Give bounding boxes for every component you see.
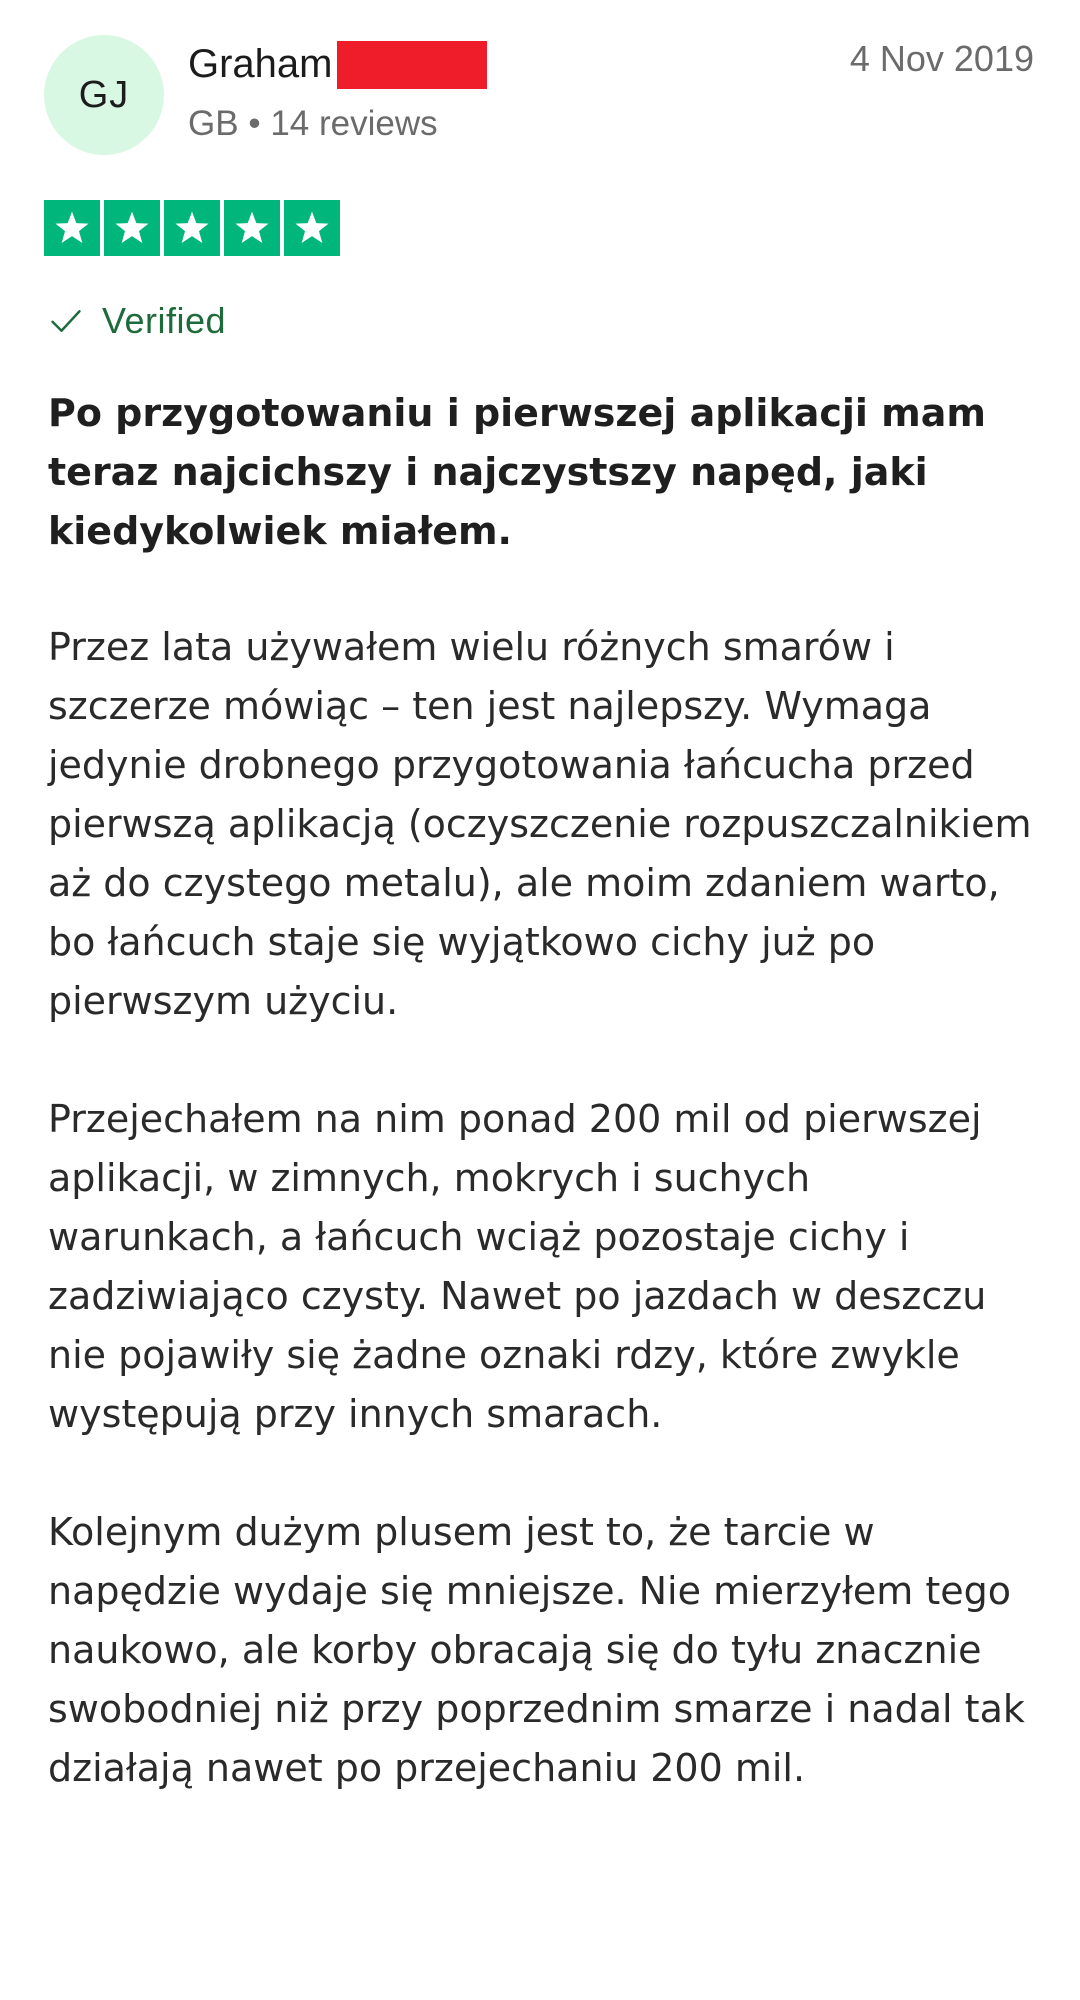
review-body bbox=[48, 618, 1038, 1857]
star-rating bbox=[44, 200, 340, 256]
checkmark-icon bbox=[48, 303, 84, 339]
review-paragraph: Przez lata używałem wielu różnych smarów i szczerze mówiąc – ten jest najlepszy. Wymaga jedynie drobnego przygotowania łańcucha przed pierwszą aplikacją (oczyszczenie rozpuszczalnikiem aż do czystego metalu), ale moim zdaniem warto, bo łańcuch staje się wyjątkowo cichy już po pierwszym użyciu. bbox=[48, 625, 1032, 1023]
author-name-row bbox=[188, 34, 487, 94]
redaction-block bbox=[337, 41, 487, 89]
review-title: Po przygotowaniu i pierwszej aplikacji mam teraz najcichszy i najczystszy napęd, jaki kiedykolwiek miałem. bbox=[48, 391, 987, 553]
author-country: GB bbox=[188, 104, 239, 143]
avatar[interactable] bbox=[44, 35, 164, 155]
avatar-initials: GJ bbox=[78, 73, 130, 116]
star-icon bbox=[172, 208, 212, 248]
star-box bbox=[104, 200, 160, 256]
star-box bbox=[44, 200, 100, 256]
verified-badge[interactable] bbox=[48, 300, 226, 342]
review-date: 4 Nov 2019 bbox=[849, 38, 1034, 79]
author-name[interactable]: Graham bbox=[188, 41, 333, 86]
star-icon bbox=[52, 208, 92, 248]
star-box bbox=[284, 200, 340, 256]
star-box bbox=[164, 200, 220, 256]
star-icon bbox=[112, 208, 152, 248]
star-icon bbox=[232, 208, 272, 248]
author-meta bbox=[188, 104, 438, 144]
meta-separator: • bbox=[248, 104, 261, 143]
star-box bbox=[224, 200, 280, 256]
review-paragraph: Kolejnym dużym plusem jest to, że tarcie w napędzie wydaje się mniejsze. Nie mierzyłem tego naukowo, ale korby obracają się do tyłu znacznie swobodniej niż przy poprzednim smarze i nadal tak działają nawet po przejechaniu 200 mil. bbox=[48, 1510, 1025, 1790]
verified-label: Verified bbox=[102, 300, 227, 341]
author-review-count[interactable]: 14 reviews bbox=[270, 104, 438, 143]
star-icon bbox=[292, 208, 332, 248]
review-paragraph: Przejechałem na nim ponad 200 mil od pierwszej aplikacji, w zimnych, mokrych i suchych warunkach, a łańcuch wciąż pozostaje cichy i zadziwiająco czysty. Nawet po jazdach w deszczu nie pojawiły się żadne oznaki rdzy, które zwykle występują przy innych smarach. bbox=[48, 1097, 987, 1436]
